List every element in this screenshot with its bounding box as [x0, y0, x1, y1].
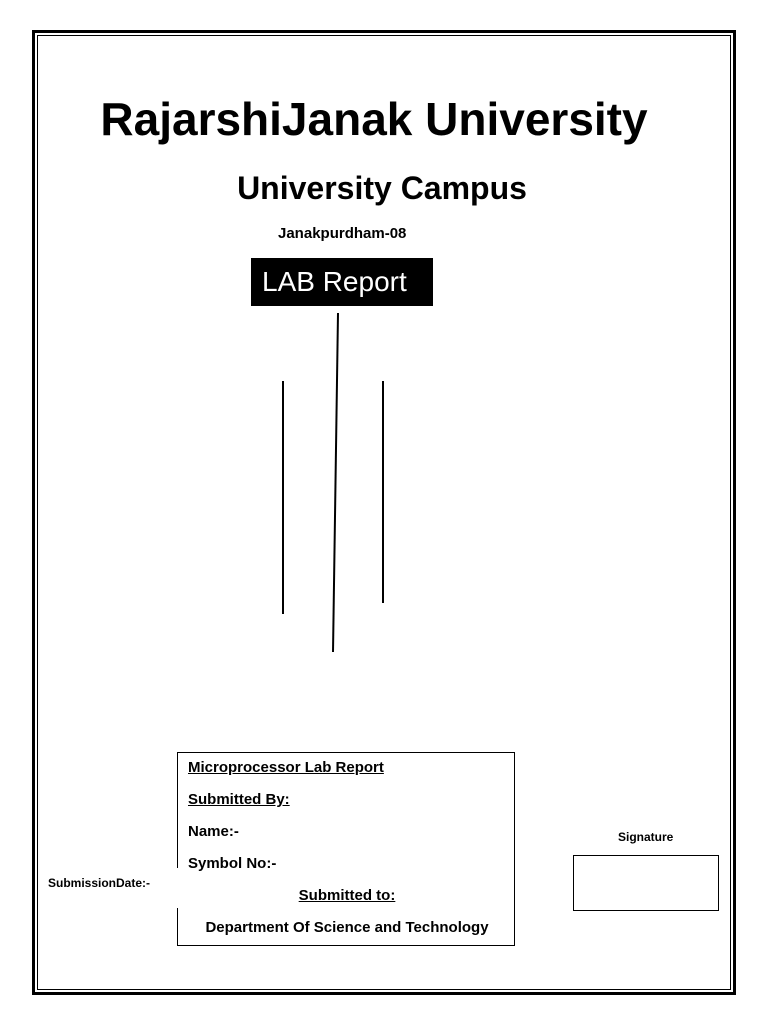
- submitted-to-label: [178, 887, 516, 904]
- symbol-number-label: Symbol No:-: [188, 855, 277, 872]
- submission-date-label: SubmissionDate:-: [46, 868, 178, 908]
- lab-report-badge: LAB Report: [251, 258, 433, 306]
- signature-box: [573, 855, 719, 911]
- name-label: Name:-: [188, 823, 239, 840]
- signature-label: Signature: [618, 830, 674, 844]
- submitted-by-label: Submitted By:: [188, 791, 290, 808]
- department-name: Department Of Science and Technology: [205, 919, 489, 936]
- campus-subtitle: University Campus: [237, 170, 527, 206]
- university-title: RajarshiJanak University: [100, 93, 648, 145]
- report-info-box: [177, 752, 515, 946]
- campus-location: Janakpurdham-08: [278, 225, 407, 242]
- report-title: Microprocessor Lab Report: [188, 759, 384, 776]
- submitted-to-text: Submitted to:: [298, 887, 396, 904]
